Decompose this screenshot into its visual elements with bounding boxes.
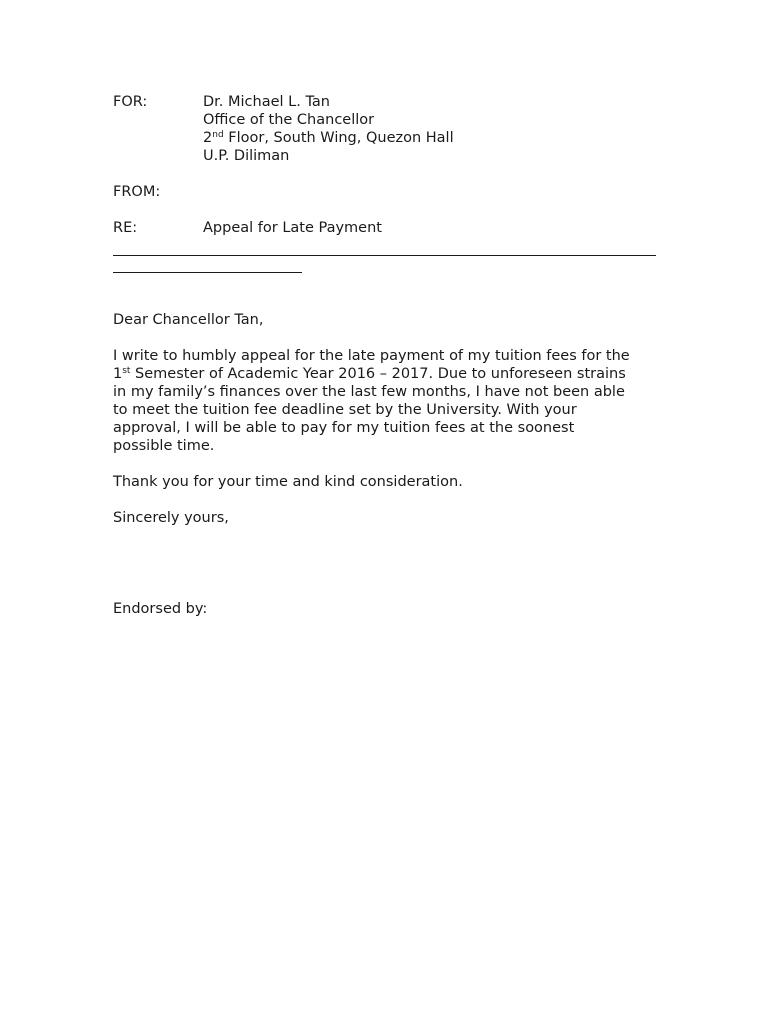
paragraph-line: I write to humbly appeal for the late payment of my tuition fees for the [113,348,630,364]
paragraph-line-rest: Semester of Academic Year 2016 – 2017. Due to unforeseen strains [130,366,626,382]
closing: Sincerely yours, [113,510,229,526]
recipient-office: Office of the Chancellor [203,112,375,128]
paragraph-line: approval, I will be able to pay for my tuition fees at the soonest [113,420,575,436]
paragraph-line [113,365,626,383]
salutation: Dear Chancellor Tan, [113,312,264,328]
paragraph-line: to meet the tuition fee deadline set by the University. With your [113,402,577,418]
endorsed-by: Endorsed by: [113,601,208,617]
recipient-name: Dr. Michael L. Tan [203,94,330,110]
floor-rest: Floor, South Wing, Quezon Hall [223,130,454,146]
recipient-campus: U.P. Diliman [203,148,290,164]
semester-number: 1 [113,366,123,382]
for-label: FOR: [113,94,148,110]
paragraph-line: in my family’s finances over the last few months, I have not been able [113,384,625,400]
floor-ordinal: nd [212,130,224,140]
header-divider-rule [113,255,656,256]
semester-ordinal: st [122,366,131,376]
floor-number: 2 [203,130,213,146]
thanks-line: Thank you for your time and kind consideration. [113,474,463,490]
paragraph-line: possible time. [113,438,215,454]
re-label: RE: [113,220,138,236]
from-label: FROM: [113,184,161,200]
header-divider-rule-short [113,272,302,273]
subject: Appeal for Late Payment [203,220,382,236]
recipient-address [203,129,454,147]
